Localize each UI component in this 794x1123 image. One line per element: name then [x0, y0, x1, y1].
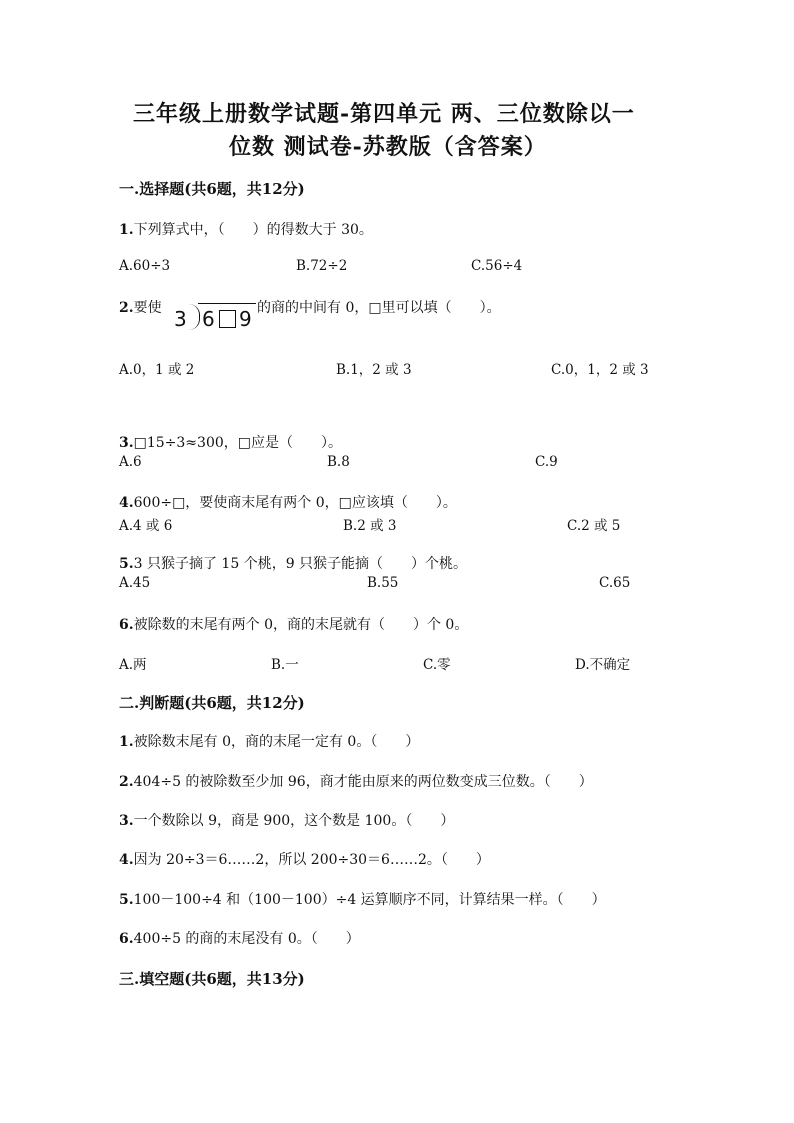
- question-text: 下列算式中，（ ）的得数大于 30。: [133, 222, 373, 238]
- option-b: B.8: [327, 454, 350, 470]
- question-text: □15÷3≈300，□应是（ ）。: [133, 435, 342, 451]
- judgement-1: [119, 731, 419, 751]
- question-text: 被除数末尾有 0，商的末尾一定有 0。（ ）: [133, 734, 420, 750]
- question-number: 6.: [119, 931, 134, 947]
- question-text: 404÷5 的被除数至少加 96，商才能由原来的两位数变成三位数。（ ）: [133, 774, 593, 790]
- option-a: A.两: [119, 657, 147, 673]
- question-5: [119, 553, 467, 573]
- option-c: C.9: [535, 454, 558, 470]
- dividend-digit-3: 9: [239, 307, 252, 331]
- question-text: 600÷□，要使商末尾有两个 0，□应该填（ ）。: [133, 495, 457, 511]
- judgement-4: [119, 849, 490, 869]
- question-number: 4.: [119, 495, 134, 511]
- judgement-2: [119, 771, 593, 791]
- option-c: C.65: [599, 575, 631, 591]
- question-2-text-after: 的商的中间有 0，□里可以填（ ）。: [257, 300, 501, 316]
- option-d: D.不确定: [575, 657, 631, 673]
- question-text-before: 要使: [133, 300, 162, 316]
- question-number: 1.: [119, 734, 134, 750]
- section-heading-fill: 三.填空题(共6题，共13分): [119, 970, 305, 988]
- option-b: B.2 或 3: [343, 518, 397, 534]
- section-heading-choice: 一.选择题(共6题，共12分): [119, 180, 305, 198]
- page-title-line2: 位数 测试卷-苏教版（含答案）: [229, 134, 547, 160]
- question-number: 2.: [119, 774, 134, 790]
- question-number: 3.: [119, 435, 134, 451]
- question-number: 3.: [119, 813, 134, 829]
- option-a: A.6: [119, 454, 142, 470]
- question-text: 100－100÷4 和（100－100）÷4 运算顺序不同，计算结果一样。（ ）: [133, 892, 606, 908]
- blank-box: [219, 310, 236, 328]
- divisor-digit: 3: [174, 307, 187, 331]
- division-bracket: [189, 304, 200, 330]
- option-c: C.56÷4: [471, 258, 523, 274]
- question-text: 3 只猴子摘了 15 个桃，9 只猴子能摘（ ）个桃。: [133, 556, 468, 572]
- option-a: A.0，1 或 2: [119, 362, 195, 378]
- question-number: 5.: [119, 556, 134, 572]
- question-6: [119, 614, 468, 634]
- judgement-6: [119, 928, 360, 948]
- dividend-digit-1: 6: [202, 307, 215, 331]
- question-text: 被除数的末尾有两个 0，商的末尾就有（ ）个 0。: [133, 617, 469, 633]
- question-4: [119, 492, 457, 512]
- option-c: C.零: [423, 657, 451, 673]
- question-number: 2.: [119, 300, 134, 316]
- option-b: B.1，2 或 3: [336, 362, 412, 378]
- question-2: [119, 297, 162, 317]
- option-b: B.72÷2: [296, 258, 348, 274]
- question-number: 5.: [119, 892, 134, 908]
- long-division-figure: [174, 299, 258, 333]
- question-text: 一个数除以 9，商是 900，这个数是 100。（ ）: [133, 813, 455, 829]
- option-c: C.0，1，2 或 3: [551, 362, 649, 378]
- judgement-3: [119, 810, 454, 830]
- judgement-5: [119, 889, 606, 909]
- question-3: [119, 432, 342, 452]
- page-title-line1: 三年级上册数学试题-第四单元 两、三位数除以一: [133, 101, 635, 127]
- question-1: [119, 219, 373, 239]
- option-a: A.4 或 6: [119, 518, 173, 534]
- question-text: 因为 20÷3＝6……2，所以 200÷30＝6……2。（ ）: [133, 852, 490, 868]
- question-number: 4.: [119, 852, 134, 868]
- question-text: 400÷5 的商的末尾没有 0。（ ）: [133, 931, 360, 947]
- division-bar: [198, 303, 256, 304]
- option-a: A.60÷3: [119, 258, 171, 274]
- section-heading-judgement: 二.判断题(共6题，共12分): [119, 694, 305, 712]
- question-number: 6.: [119, 617, 134, 633]
- option-b: B.55: [367, 575, 399, 591]
- option-a: A.45: [119, 575, 151, 591]
- option-c: C.2 或 5: [567, 518, 621, 534]
- question-number: 1.: [119, 222, 134, 238]
- option-b: B.一: [271, 657, 299, 673]
